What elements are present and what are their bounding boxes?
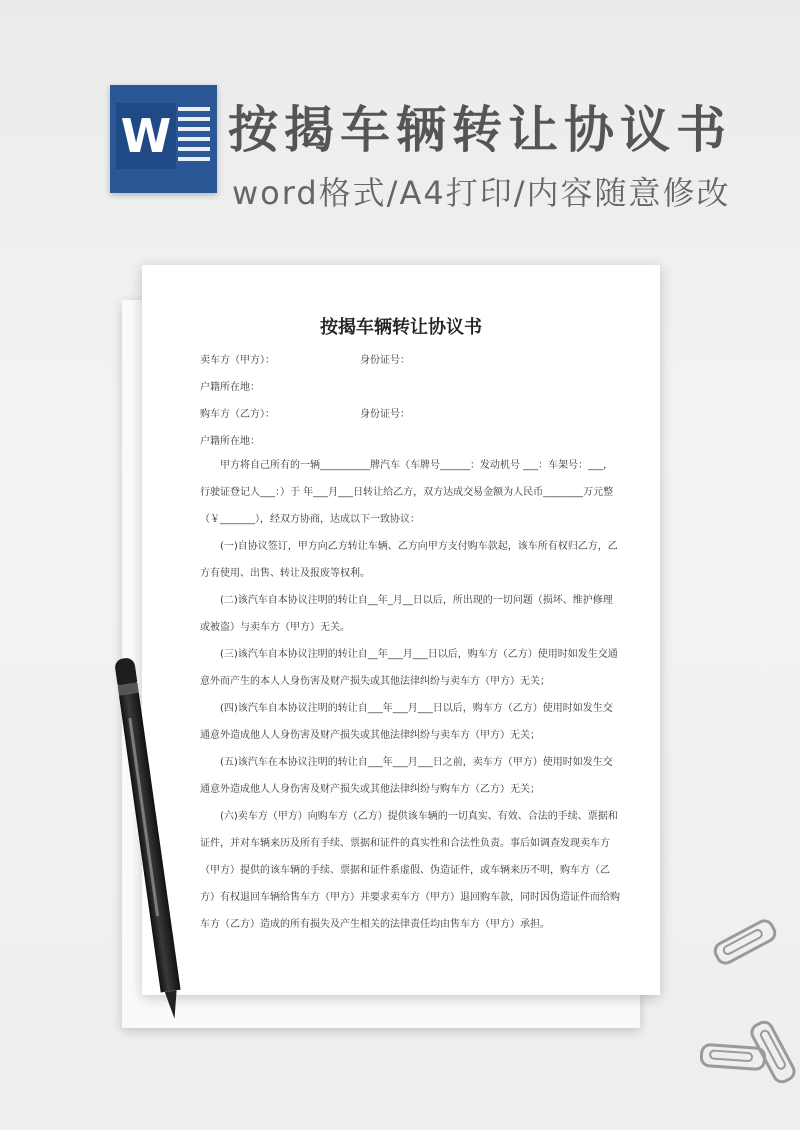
word-lines-icon (178, 107, 210, 167)
clause-2: (二)该汽车自本协议注明的转让自__年_月__日以后，所出现的一切问题（损坏、维护修理或被盗）与卖车方（甲方）无关。 (200, 595, 613, 633)
word-app-icon (110, 85, 217, 193)
word-letter: W (116, 103, 176, 169)
document-page (142, 265, 660, 995)
intro-paragraph: 甲方将自己所有的一辆__________牌汽车（车牌号______：发动机号 ___：车架号：___，行驶证登记人___：）于 年___月___日转让给乙方，双方达成交易金额为人民币________万元整（￥_______），经双方协商，达成以下一致协议： (200, 460, 614, 525)
clause-1: (一)自协议签订，甲方向乙方转让车辆、乙方向甲方支付购车款起，该车所有权归乙方，乙方有使用、出售、转让及报废等权利。 (200, 541, 618, 579)
paperclip-icon (710, 916, 780, 968)
buyer-label: 购车方（乙方）： (200, 409, 275, 420)
seller-id-label: 身份证号： (360, 355, 410, 366)
buyer-id-label: 身份证号： (360, 409, 410, 420)
clause-5: (五)该汽车在本协议注明的转让自___年___月___日之前，卖车方（甲方）使用时如发生交通意外造成他人人身伤害及财产损失或其他法律纠纷与购车方（乙方）无关； (200, 757, 613, 795)
buyer-residence-label: 户籍所在地： (200, 436, 260, 447)
document-title: 按揭车辆转让协议书 (320, 317, 482, 338)
seller-residence-label: 户籍所在地： (200, 382, 260, 393)
clause-4: (四)该汽车自本协议注明的转让自___年___月___日以后，购车方（乙方）使用时如发生交通意外造成他人人身伤害及财产损失或其他法律纠纷与卖车方（甲方）无关； (200, 703, 613, 741)
banner-subtitle: word格式/A4打印/内容随意修改 (232, 174, 731, 212)
clause-6: (六)卖车方（甲方）向购车方（乙方）提供该车辆的一切真实、有效、合法的手续、票据和证件，并对车辆来历及所有手续、票据和证件的真实性和合法性负责。事后如调查发现卖车方（甲方）提供的该车辆的手续、票据和证件系虚假、伪造证件，或车辆来历不明，购车方（乙方）有权退回车辆给售车方（甲方）并要求卖车方（甲方）退回购车款，同时因伪造证件而给购车方（乙方）造成的所有损失及产生相关的法律责任均由售车方（甲方）承担。 (200, 811, 620, 930)
paperclip-icon (699, 1043, 767, 1072)
banner-title: 按揭车辆转让协议书 (228, 101, 732, 159)
seller-label: 卖车方（甲方）： (200, 355, 275, 366)
clause-3: (三)该汽车自本协议注明的转让自__年___月___日以后，购车方（乙方）使用时如发生交通意外而产生的本人人身伤害及财产损失或其他法律纠纷与卖车方（甲方）无关； (200, 649, 618, 687)
